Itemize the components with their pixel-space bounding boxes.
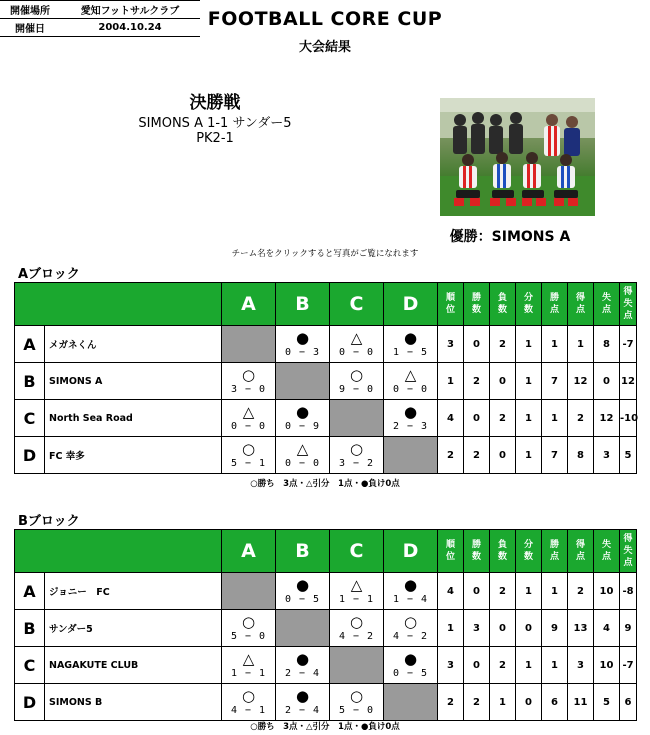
final-title: 決勝戦 bbox=[189, 93, 241, 113]
column-header-b: B bbox=[276, 283, 330, 326]
column-header-b: B bbox=[276, 530, 330, 573]
stat-value: 1 bbox=[516, 647, 542, 684]
match-result-cell bbox=[222, 363, 276, 400]
match-score: 4 − 2 bbox=[338, 630, 375, 642]
stat-value: 1 bbox=[542, 326, 568, 363]
stat-value: 1 bbox=[516, 573, 542, 610]
match-result-cell bbox=[384, 647, 438, 684]
row-label: B bbox=[15, 363, 45, 400]
team-name-link[interactable]: North Sea Road bbox=[45, 400, 222, 437]
team-name-link[interactable]: NAGAKUTE CLUB bbox=[45, 647, 222, 684]
stat-value: 2 bbox=[490, 400, 516, 437]
stat-value: 0 bbox=[516, 610, 542, 647]
match-score: 9 − 0 bbox=[338, 383, 375, 395]
match-result-cell bbox=[276, 684, 330, 721]
table-row bbox=[15, 363, 637, 400]
block-a-table bbox=[14, 282, 637, 474]
stat-value: 5 bbox=[620, 437, 637, 474]
result-symbol: ● bbox=[295, 686, 310, 705]
stat-header: 勝 点 bbox=[542, 530, 568, 573]
row-label: A bbox=[15, 573, 45, 610]
match-result-cell bbox=[222, 647, 276, 684]
stat-value: 1 bbox=[516, 437, 542, 474]
stat-value: 4 bbox=[438, 573, 464, 610]
stat-value: 10 bbox=[594, 573, 620, 610]
stat-value: 2 bbox=[490, 647, 516, 684]
page-title: FOOTBALL CORE CUP bbox=[207, 8, 443, 30]
match-score: 5 − 0 bbox=[338, 704, 375, 716]
stat-value: 1 bbox=[542, 573, 568, 610]
row-label: C bbox=[15, 647, 45, 684]
stat-value: 1 bbox=[438, 363, 464, 400]
stat-value: 2 bbox=[438, 437, 464, 474]
stat-value: 12 bbox=[568, 363, 594, 400]
match-score: 0 − 0 bbox=[284, 457, 321, 469]
result-symbol: ○ bbox=[349, 439, 364, 458]
stat-value: 2 bbox=[490, 573, 516, 610]
stat-value: 6 bbox=[542, 684, 568, 721]
match-score: 2 − 4 bbox=[284, 667, 321, 679]
table-row bbox=[15, 610, 637, 647]
stat-value: 7 bbox=[542, 363, 568, 400]
team-name-link[interactable]: FC 幸多 bbox=[45, 437, 222, 474]
stat-value: 1 bbox=[516, 363, 542, 400]
match-score: 3 − 0 bbox=[230, 383, 267, 395]
row-label: D bbox=[15, 437, 45, 474]
stat-value: 0 bbox=[464, 573, 490, 610]
match-result-cell bbox=[222, 437, 276, 474]
stat-header: 得 点 bbox=[568, 530, 594, 573]
stat-header: 勝 点 bbox=[542, 283, 568, 326]
stat-header: 得 失 点 bbox=[620, 283, 637, 326]
match-result-cell bbox=[384, 610, 438, 647]
column-header-c: C bbox=[330, 530, 384, 573]
stat-header: 順 位 bbox=[438, 530, 464, 573]
block-b-table bbox=[14, 529, 637, 721]
match-result-cell bbox=[276, 437, 330, 474]
stat-value: 13 bbox=[568, 610, 594, 647]
stat-header: 失 点 bbox=[594, 530, 620, 573]
result-symbol: △ bbox=[404, 365, 417, 384]
self-match-cell bbox=[222, 573, 276, 610]
stat-value: 3 bbox=[568, 647, 594, 684]
stat-value: -7 bbox=[620, 647, 637, 684]
match-score: 0 − 0 bbox=[230, 420, 267, 432]
stat-value: 9 bbox=[542, 610, 568, 647]
date-value: 2004.10.24 bbox=[60, 19, 200, 37]
self-match-cell bbox=[384, 437, 438, 474]
self-match-cell bbox=[384, 684, 438, 721]
column-header-a: A bbox=[222, 530, 276, 573]
stat-value: 1 bbox=[490, 684, 516, 721]
result-symbol: ○ bbox=[349, 686, 364, 705]
result-symbol: ○ bbox=[241, 365, 256, 384]
result-symbol: ● bbox=[295, 575, 310, 594]
team-name-link[interactable]: メガネくん bbox=[45, 326, 222, 363]
match-score: 0 − 5 bbox=[284, 593, 321, 605]
table-row bbox=[15, 437, 637, 474]
stat-value: -10 bbox=[620, 400, 637, 437]
self-match-cell bbox=[276, 363, 330, 400]
date-label: 開催日 bbox=[0, 19, 60, 37]
match-score: 2 − 4 bbox=[284, 704, 321, 716]
header-corner bbox=[15, 530, 222, 573]
result-symbol: △ bbox=[242, 402, 255, 421]
match-result-cell bbox=[384, 400, 438, 437]
final-score: SIMONS A 1-1 サンダー5 bbox=[138, 116, 292, 131]
column-header-a: A bbox=[222, 283, 276, 326]
table-header-row bbox=[15, 530, 637, 573]
result-symbol: ● bbox=[403, 328, 418, 347]
stat-value: 1 bbox=[568, 326, 594, 363]
table-row bbox=[15, 573, 637, 610]
stat-value: 1 bbox=[542, 647, 568, 684]
match-result-cell bbox=[330, 437, 384, 474]
team-name-link[interactable]: SIMONS A bbox=[45, 363, 222, 400]
match-score: 3 − 2 bbox=[338, 457, 375, 469]
match-score: 0 − 5 bbox=[392, 667, 429, 679]
stat-value: 2 bbox=[490, 326, 516, 363]
stat-value: 11 bbox=[568, 684, 594, 721]
match-result-cell bbox=[276, 647, 330, 684]
column-header-d: D bbox=[384, 530, 438, 573]
team-name-link[interactable]: ジョニー FC bbox=[45, 573, 222, 610]
match-result-cell bbox=[276, 326, 330, 363]
stat-header: 勝 数 bbox=[464, 283, 490, 326]
stat-value: 0 bbox=[490, 610, 516, 647]
table-row bbox=[15, 400, 637, 437]
result-symbol: △ bbox=[242, 649, 255, 668]
result-symbol: △ bbox=[296, 439, 309, 458]
self-match-cell bbox=[276, 610, 330, 647]
block-a-title: Aブロック bbox=[18, 267, 80, 282]
match-result-cell bbox=[384, 573, 438, 610]
result-symbol: ● bbox=[403, 649, 418, 668]
match-score: 4 − 1 bbox=[230, 704, 267, 716]
stat-value: 0 bbox=[594, 363, 620, 400]
stat-value: 4 bbox=[438, 400, 464, 437]
page-subtitle: 大会結果 bbox=[298, 40, 351, 55]
table-header-row bbox=[15, 283, 637, 326]
stat-value: 1 bbox=[516, 400, 542, 437]
stat-value: 2 bbox=[438, 684, 464, 721]
match-score: 1 − 1 bbox=[230, 667, 267, 679]
result-symbol: ● bbox=[403, 402, 418, 421]
stat-header: 分 数 bbox=[516, 530, 542, 573]
stat-value: 10 bbox=[594, 647, 620, 684]
match-score: 0 − 9 bbox=[284, 420, 321, 432]
stat-value: 2 bbox=[464, 437, 490, 474]
stat-value: 2 bbox=[464, 363, 490, 400]
stat-value: 0 bbox=[464, 647, 490, 684]
stat-value: 5 bbox=[594, 684, 620, 721]
match-result-cell bbox=[330, 573, 384, 610]
result-symbol: ○ bbox=[403, 612, 418, 631]
match-result-cell bbox=[222, 610, 276, 647]
result-symbol: ○ bbox=[241, 439, 256, 458]
stat-header: 勝 数 bbox=[464, 530, 490, 573]
match-result-cell bbox=[330, 363, 384, 400]
self-match-cell bbox=[330, 400, 384, 437]
champion-team-photo bbox=[440, 98, 595, 216]
team-name-link[interactable]: サンダー5 bbox=[45, 610, 222, 647]
match-score: 0 − 0 bbox=[392, 383, 429, 395]
venue-label: 開催場所 bbox=[0, 1, 60, 19]
column-header-c: C bbox=[330, 283, 384, 326]
match-score: 2 − 3 bbox=[392, 420, 429, 432]
stat-value: 12 bbox=[594, 400, 620, 437]
stat-value: 8 bbox=[568, 437, 594, 474]
result-symbol: ● bbox=[295, 649, 310, 668]
photo-notice: チーム名をクリックすると写真がご覧になれます bbox=[231, 249, 419, 259]
stat-value: 6 bbox=[620, 684, 637, 721]
result-symbol: ○ bbox=[241, 686, 256, 705]
match-score: 1 − 1 bbox=[338, 593, 375, 605]
result-symbol: ● bbox=[295, 402, 310, 421]
stat-value: 8 bbox=[594, 326, 620, 363]
stat-value: 3 bbox=[438, 326, 464, 363]
match-result-cell bbox=[222, 400, 276, 437]
stat-value: 3 bbox=[594, 437, 620, 474]
stat-value: -8 bbox=[620, 573, 637, 610]
result-symbol: ● bbox=[403, 575, 418, 594]
stat-value: 0 bbox=[464, 326, 490, 363]
table-row bbox=[15, 647, 637, 684]
match-result-cell bbox=[276, 573, 330, 610]
stat-header: 得 点 bbox=[568, 283, 594, 326]
match-result-cell bbox=[330, 326, 384, 363]
stat-value: 9 bbox=[620, 610, 637, 647]
match-result-cell bbox=[222, 684, 276, 721]
stat-header: 分 数 bbox=[516, 283, 542, 326]
stat-value: 1 bbox=[516, 326, 542, 363]
match-score: 1 − 5 bbox=[392, 346, 429, 358]
stat-value: 12 bbox=[620, 363, 637, 400]
match-score: 4 − 2 bbox=[392, 630, 429, 642]
match-score: 0 − 0 bbox=[338, 346, 375, 358]
match-result-cell bbox=[330, 610, 384, 647]
stat-header: 順 位 bbox=[438, 283, 464, 326]
table-row bbox=[15, 684, 637, 721]
stat-value: 2 bbox=[568, 573, 594, 610]
champion-label: 優勝：SIMONS A bbox=[449, 229, 571, 245]
stat-value: 0 bbox=[490, 437, 516, 474]
match-result-cell bbox=[276, 400, 330, 437]
stat-value: 7 bbox=[542, 437, 568, 474]
stat-value: 0 bbox=[490, 363, 516, 400]
header-corner bbox=[15, 283, 222, 326]
result-symbol: ● bbox=[295, 328, 310, 347]
result-symbol: △ bbox=[350, 328, 363, 347]
match-score: 0 − 3 bbox=[284, 346, 321, 358]
column-header-d: D bbox=[384, 283, 438, 326]
stat-value: 2 bbox=[568, 400, 594, 437]
stat-header: 負 数 bbox=[490, 530, 516, 573]
match-result-cell bbox=[384, 326, 438, 363]
stat-value: 3 bbox=[438, 647, 464, 684]
venue-value: 愛知フットサルクラブ bbox=[60, 1, 200, 19]
table-row bbox=[15, 326, 637, 363]
stat-value: 3 bbox=[464, 610, 490, 647]
stat-value: 2 bbox=[464, 684, 490, 721]
block-b-legend: ○勝ち 3点・△引分 1点・●負け0点 bbox=[250, 722, 400, 732]
row-label: D bbox=[15, 684, 45, 721]
self-match-cell bbox=[222, 326, 276, 363]
row-label: B bbox=[15, 610, 45, 647]
match-score: 5 − 0 bbox=[230, 630, 267, 642]
team-photo-illustration bbox=[440, 98, 595, 216]
match-score: 5 − 1 bbox=[230, 457, 267, 469]
match-result-cell bbox=[384, 363, 438, 400]
match-result-cell bbox=[330, 684, 384, 721]
stat-value: -7 bbox=[620, 326, 637, 363]
row-label: C bbox=[15, 400, 45, 437]
stat-header: 得 失 点 bbox=[620, 530, 637, 573]
result-symbol: ○ bbox=[241, 612, 256, 631]
result-symbol: △ bbox=[350, 575, 363, 594]
stat-header: 失 点 bbox=[594, 283, 620, 326]
stat-value: 1 bbox=[542, 400, 568, 437]
final-pk: PK2-1 bbox=[196, 131, 234, 146]
stat-value: 0 bbox=[464, 400, 490, 437]
stat-value: 0 bbox=[516, 684, 542, 721]
team-name-link[interactable]: SIMONS B bbox=[45, 684, 222, 721]
block-a-legend: ○勝ち 3点・△引分 1点・●負け0点 bbox=[250, 479, 400, 489]
stat-header: 負 数 bbox=[490, 283, 516, 326]
result-symbol: ○ bbox=[349, 365, 364, 384]
result-symbol: ○ bbox=[349, 612, 364, 631]
match-score: 1 − 4 bbox=[392, 593, 429, 605]
row-label: A bbox=[15, 326, 45, 363]
stat-value: 4 bbox=[594, 610, 620, 647]
block-b-title: Bブロック bbox=[18, 514, 80, 529]
self-match-cell bbox=[330, 647, 384, 684]
stat-value: 1 bbox=[438, 610, 464, 647]
